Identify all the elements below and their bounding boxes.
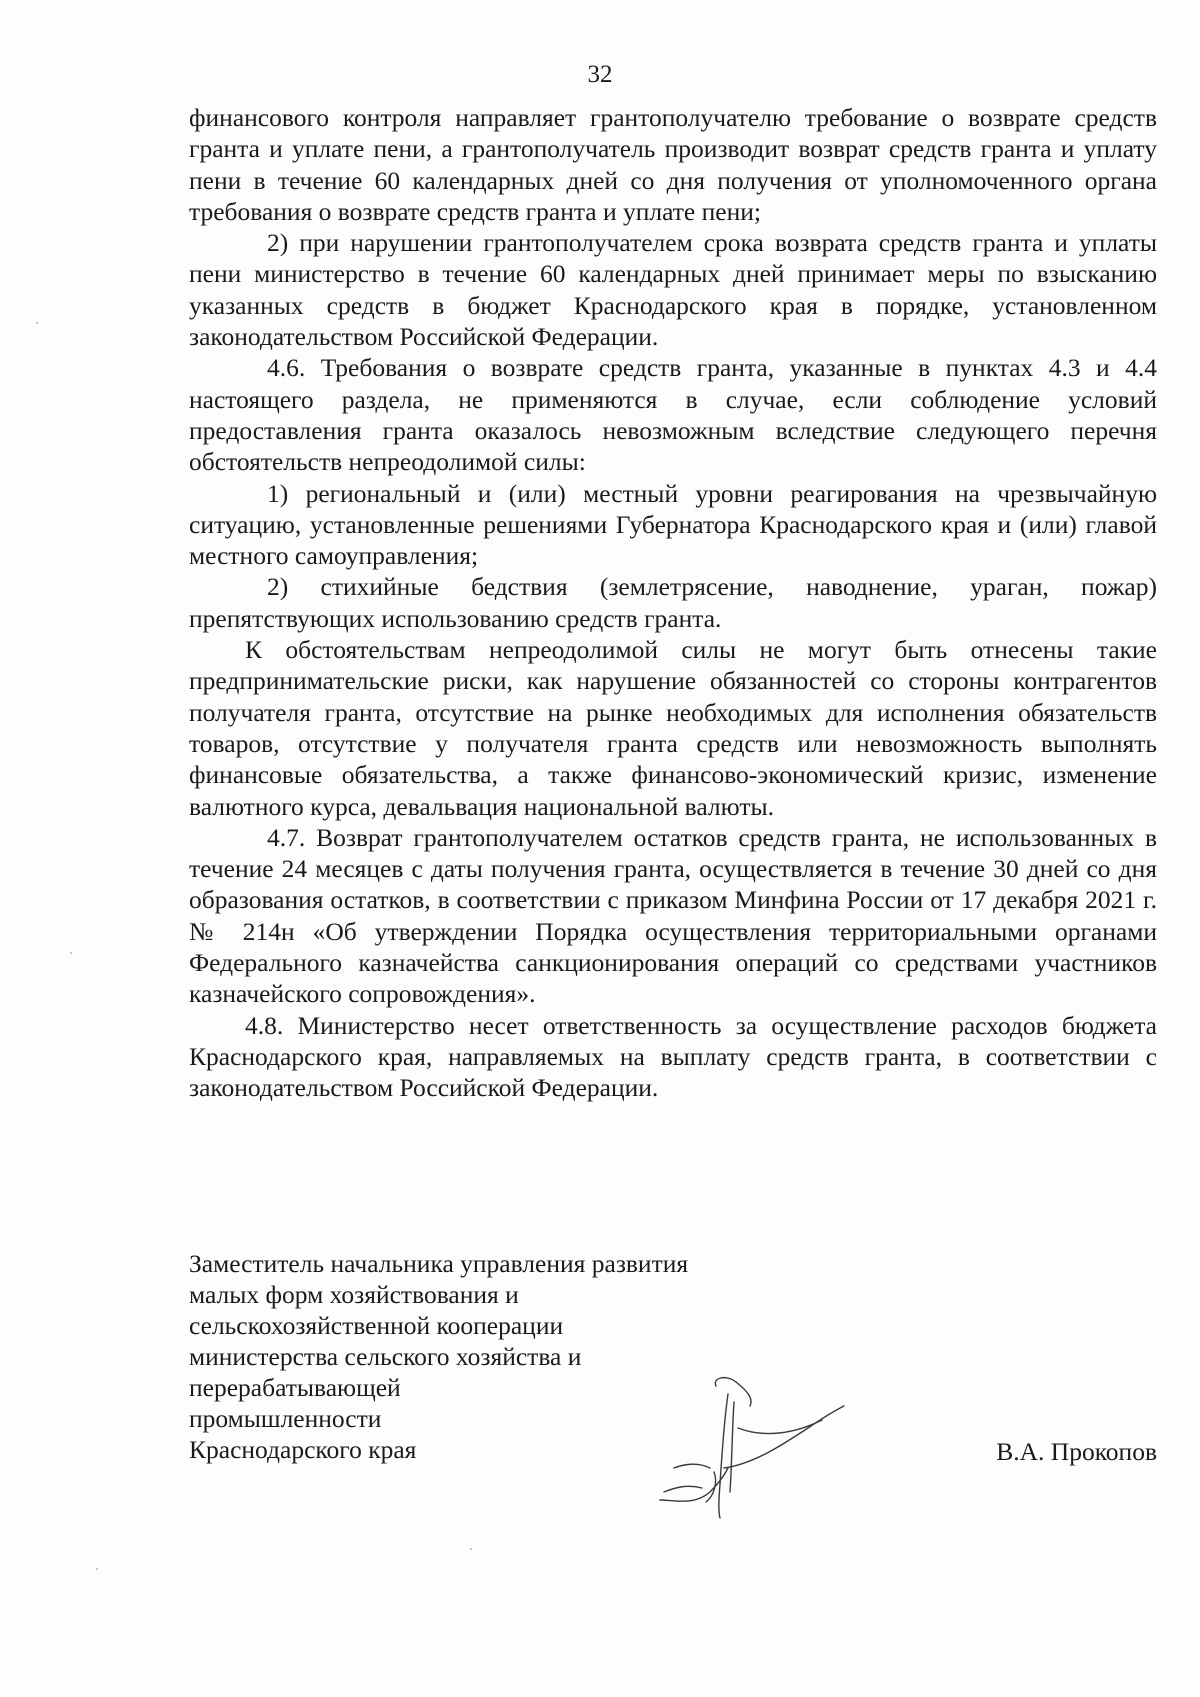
signer-position-line: Заместитель начальника управления развития <box>189 1249 689 1278</box>
scan-speck <box>96 1568 98 1570</box>
page-number: 32 <box>587 61 613 88</box>
scan-speck <box>36 322 38 324</box>
scan-speck <box>470 1548 472 1550</box>
paragraph-item-2: 2) при нарушении грантополучателем срока возврата средств гранта и уплаты пени министерство в течение 60 календарных дней принимает меры по взысканию указанных средств в бюджет Краснодарского края в порядке, установленном законодательством Российской Федерации. <box>189 228 1157 352</box>
paragraph-section-4-7: 4.7. Возврат грантополучателем остатков средств гранта, не использованных в течение 24 месяцев с даты получения гранта, осуществляется в течение 30 дней со дня образования остатков, в соответствии с приказом Минфина России от 17 декабря 2021 г. № 214н «Об утверждении Порядка осуществления территориальными органами Федерального казначейства санкционирования операций со средствами участников казначейского сопровождения». <box>189 822 1157 1009</box>
paragraph-continuation: финансового контроля направляет грантополучателю требование о возврате средств гранта и уплате пени, а грантополучатель производит возврат средств гранта и уплату пени в течение 60 календарных дней со дня получения от уполномоченного органа требования о возврате средств гранта и уплате пени; <box>189 103 1157 226</box>
paragraph-item-1: 1) региональный и (или) местный уровни реагирования на чрезвычайную ситуацию, установленные решениями Губернатора Краснодарского края и (или) главой местного самоуправления; <box>189 478 1157 571</box>
signer-position-line: сельскохозяйственной кооперации <box>189 1311 564 1340</box>
signature-block <box>189 1248 1157 1508</box>
signer-position-line: перерабатывающей <box>189 1373 401 1402</box>
signer-name: В.А. Прокопов <box>996 1437 1157 1466</box>
signer-position-line: министерства сельского хозяйства и <box>189 1342 582 1371</box>
handwritten-signature-icon <box>654 1372 874 1522</box>
paragraph-force-majeure-exclusions: К обстоятельствам непреодолимой силы не могут быть отнесены такие предпринимательские риски, как нарушение обязанностей со стороны контрагентов получателя гранта, отсутствие на рынке необходимых для исполнения обязательств товаров, отсутствие у получателя гранта средств или невозможность выполнять финансовые обязательства, а также финансово-экономический кризис, изменение валютного курса, девальвация национальной валюты. <box>189 635 1157 821</box>
paragraph-section-4-6: 4.6. Требования о возврате средств гранта, указанные в пунктах 4.3 и 4.4 настоящего раздела, не применяются в случае, если соблюдение условий предоставления гранта оказалось невозможным вследствие следующего перечня обстоятельств непреодолимой силы: <box>189 353 1157 477</box>
signer-position-line: Краснодарского края <box>189 1435 417 1464</box>
signer-position-line: малых форм хозяйствования и <box>189 1280 519 1309</box>
scan-speck <box>70 952 72 954</box>
signer-position-line: промышленности <box>189 1404 382 1433</box>
paragraph-section-4-8: 4.8. Министерство несет ответственность за осуществление расходов бюджета Краснодарского края, направляемых на выплату средств гранта, в соответствии с законодательством Российской Федерации. <box>189 1010 1157 1103</box>
document-body <box>189 102 1157 1104</box>
paragraph-item-2-disasters: 2) стихийные бедствия (землетрясение, наводнение, ураган, пожар) препятствующих использованию средств гранта. <box>189 572 1157 633</box>
